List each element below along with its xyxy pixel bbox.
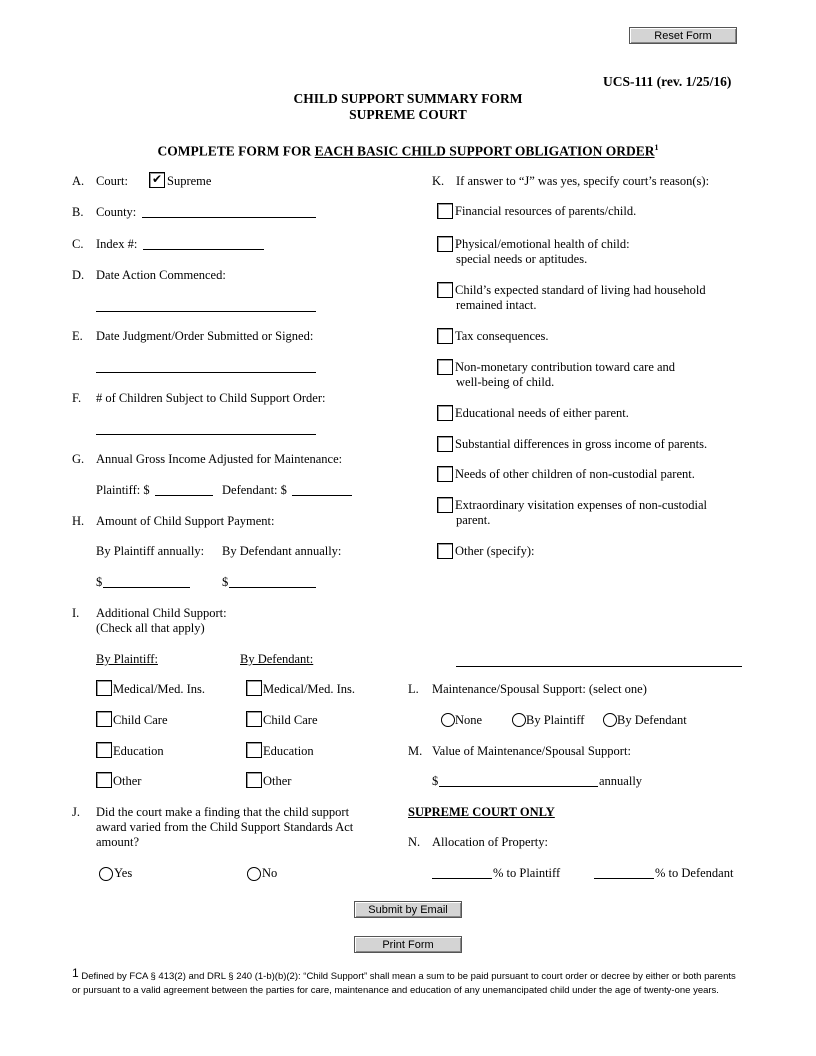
reset-form-button[interactable]: Reset Form [629, 27, 737, 44]
support-plaintiff-dollar: $ [96, 575, 103, 589]
plaintiff-other-checkbox[interactable] [96, 772, 112, 788]
plaintiff-childcare-label: Child Care [113, 713, 168, 727]
submit-email-button[interactable]: Submit by Email [354, 901, 462, 918]
reason-non-monetary-label-2: well-being of child. [456, 375, 555, 389]
reason-other-checkbox[interactable] [437, 543, 453, 559]
allocation-defendant-label: % to Defendant [655, 866, 734, 880]
gross-income-label: Annual Gross Income Adjusted for Maintenance: [96, 452, 343, 466]
maintenance-defendant-label: By Defendant [617, 713, 687, 727]
footnote-ref: 1 [654, 143, 659, 152]
plaintiff-medical-checkbox[interactable] [96, 680, 112, 696]
reason-non-monetary-label: Non-monetary contribution toward care and [455, 360, 676, 374]
reason-financial-checkbox[interactable] [437, 203, 453, 219]
index-label: Index #: [96, 237, 138, 251]
defendant-other-label: Other [263, 774, 292, 788]
defendant-education-checkbox[interactable] [246, 742, 262, 758]
footnote-mark: 1 [72, 966, 79, 980]
reason-tax-checkbox[interactable] [437, 328, 453, 344]
reason-non-monetary-checkbox[interactable] [437, 359, 453, 375]
maintenance-label: Maintenance/Spousal Support: (select one) [432, 682, 647, 696]
gross-income-defendant-label: Defendant: $ [222, 483, 287, 497]
maintenance-defendant-radio[interactable] [603, 713, 617, 727]
print-form-button[interactable]: Print Form [354, 936, 462, 953]
reason-visitation-label: Extraordinary visitation expenses of non-custodial [455, 498, 708, 512]
instruction-prefix: COMPLETE FORM FOR [157, 143, 315, 159]
support-payment-label: Amount of Child Support Payment: [96, 514, 275, 528]
supreme-court-only-heading: SUPREME COURT ONLY [408, 805, 555, 819]
letter-i: I. [72, 606, 80, 620]
defendant-medical-checkbox[interactable] [246, 680, 262, 696]
defendant-other-checkbox[interactable] [246, 772, 262, 788]
additional-support-label: Additional Child Support: [96, 606, 227, 620]
reason-educational-label: Educational needs of either parent. [455, 406, 629, 420]
maintenance-plaintiff-label: By Plaintiff [526, 713, 585, 727]
letter-a: A. [72, 174, 85, 188]
by-defendant-heading: By Defendant: [240, 652, 314, 666]
letter-m: M. [408, 744, 423, 758]
letter-h: H. [72, 514, 85, 528]
index-input[interactable] [143, 249, 264, 250]
letter-l: L. [408, 682, 419, 696]
letter-b: B. [72, 205, 84, 219]
letter-j: J. [72, 805, 80, 819]
defendant-childcare-label: Child Care [263, 713, 318, 727]
reason-other-input[interactable] [456, 666, 742, 667]
support-plaintiff-label: By Plaintiff annually: [96, 544, 205, 558]
maintenance-value-input[interactable] [439, 786, 598, 787]
letter-c: C. [72, 237, 84, 251]
footnote [72, 966, 744, 998]
date-commenced-input[interactable] [96, 311, 316, 312]
footnote-text: Defined by FCA § 413(2) and DRL § 240 (1-b)(b)(2): “Child Support” shall mean a sum to be paid pursuant to court order or decree by either or both parents or pursuant to a valid agreement between the parties for care, maintenance and education of any unemancipated child under the age of twenty-one years. [72, 971, 736, 996]
court-title: SUPREME COURT [349, 107, 467, 122]
letter-n: N. [408, 835, 421, 849]
maintenance-value-annually: annually [599, 774, 643, 788]
instruction-heading [0, 140, 816, 159]
reason-health-label-2: special needs or aptitudes. [456, 252, 588, 266]
reason-tax-label: Tax consequences. [455, 329, 549, 343]
court-supreme-checkbox[interactable] [149, 172, 165, 188]
plaintiff-other-label: Other [113, 774, 142, 788]
reason-standard-of-living-label-2: remained intact. [456, 298, 537, 312]
gross-income-plaintiff-label: Plaintiff: $ [96, 483, 150, 497]
reason-educational-checkbox[interactable] [437, 405, 453, 421]
date-judgment-label: Date Judgment/Order Submitted or Signed: [96, 329, 314, 343]
finding-question-line3: amount? [96, 835, 140, 849]
support-defendant-label: By Defendant annually: [222, 544, 342, 558]
reason-financial-label: Financial resources of parents/child. [455, 204, 637, 218]
date-judgment-input[interactable] [96, 372, 316, 373]
allocation-defendant-input[interactable] [594, 878, 654, 879]
maintenance-none-radio[interactable] [441, 713, 455, 727]
maintenance-value-dollar: $ [432, 774, 439, 788]
finding-no-radio[interactable] [247, 867, 261, 881]
reason-health-checkbox[interactable] [437, 236, 453, 252]
reason-visitation-label-2: parent. [456, 513, 491, 527]
letter-d: D. [72, 268, 85, 282]
instruction-underlined: EACH BASIC CHILD SUPPORT OBLIGATION ORDER [314, 143, 655, 159]
plaintiff-education-label: Education [113, 744, 164, 758]
reason-standard-of-living-label: Child’s expected standard of living had household [455, 283, 706, 297]
court-supreme-label: Supreme [167, 174, 212, 188]
reason-health-label: Physical/emotional health of child: [455, 237, 630, 251]
county-input[interactable] [142, 217, 316, 218]
reason-other-children-checkbox[interactable] [437, 466, 453, 482]
letter-g: G. [72, 452, 85, 466]
reason-other-label: Other (specify): [455, 544, 535, 558]
maintenance-none-label: None [455, 713, 483, 727]
reason-standard-of-living-checkbox[interactable] [437, 282, 453, 298]
court-label: Court: [96, 174, 128, 188]
letter-f: F. [72, 391, 82, 405]
allocation-plaintiff-label: % to Plaintiff [493, 866, 561, 880]
additional-support-sub: (Check all that apply) [96, 621, 205, 635]
finding-question-line1: Did the court make a finding that the child support [96, 805, 350, 819]
maintenance-value-label: Value of Maintenance/Spousal Support: [432, 744, 631, 758]
date-commenced-label: Date Action Commenced: [96, 268, 226, 282]
form-title: CHILD SUPPORT SUMMARY FORM [293, 91, 523, 106]
defendant-medical-label: Medical/Med. Ins. [263, 682, 355, 696]
letter-k: K. [432, 174, 445, 188]
finding-yes-radio[interactable] [99, 867, 113, 881]
support-defendant-input[interactable] [229, 587, 316, 588]
reason-visitation-checkbox[interactable] [437, 497, 453, 513]
reason-income-difference-label: Substantial differences in gross income of parents. [455, 437, 708, 451]
num-children-input[interactable] [96, 434, 316, 435]
finding-yes-label: Yes [114, 866, 133, 880]
allocation-label: Allocation of Property: [432, 835, 548, 849]
support-plaintiff-input[interactable] [103, 587, 190, 588]
reason-income-difference-checkbox[interactable] [437, 436, 453, 452]
allocation-plaintiff-input[interactable] [432, 878, 492, 879]
form-number: UCS-111 (rev. 1/25/16) [603, 74, 732, 89]
gross-income-plaintiff-input[interactable] [155, 495, 213, 496]
finding-no-label: No [262, 866, 278, 880]
maintenance-plaintiff-radio[interactable] [512, 713, 526, 727]
plaintiff-childcare-checkbox[interactable] [96, 711, 112, 727]
reason-other-children-label: Needs of other children of non-custodial parent. [455, 467, 695, 481]
gross-income-defendant-input[interactable] [292, 495, 352, 496]
by-plaintiff-heading: By Plaintiff: [96, 652, 158, 666]
finding-question-line2: award varied from the Child Support Standards Act [96, 820, 354, 834]
support-defendant-dollar: $ [222, 575, 229, 589]
num-children-label: # of Children Subject to Child Support Order: [96, 391, 326, 405]
defendant-education-label: Education [263, 744, 314, 758]
defendant-childcare-checkbox[interactable] [246, 711, 262, 727]
plaintiff-medical-label: Medical/Med. Ins. [113, 682, 205, 696]
letter-e: E. [72, 329, 83, 343]
county-label: County: [96, 205, 137, 219]
plaintiff-education-checkbox[interactable] [96, 742, 112, 758]
reasons-label: If answer to “J” was yes, specify court’s reason(s): [456, 174, 710, 188]
